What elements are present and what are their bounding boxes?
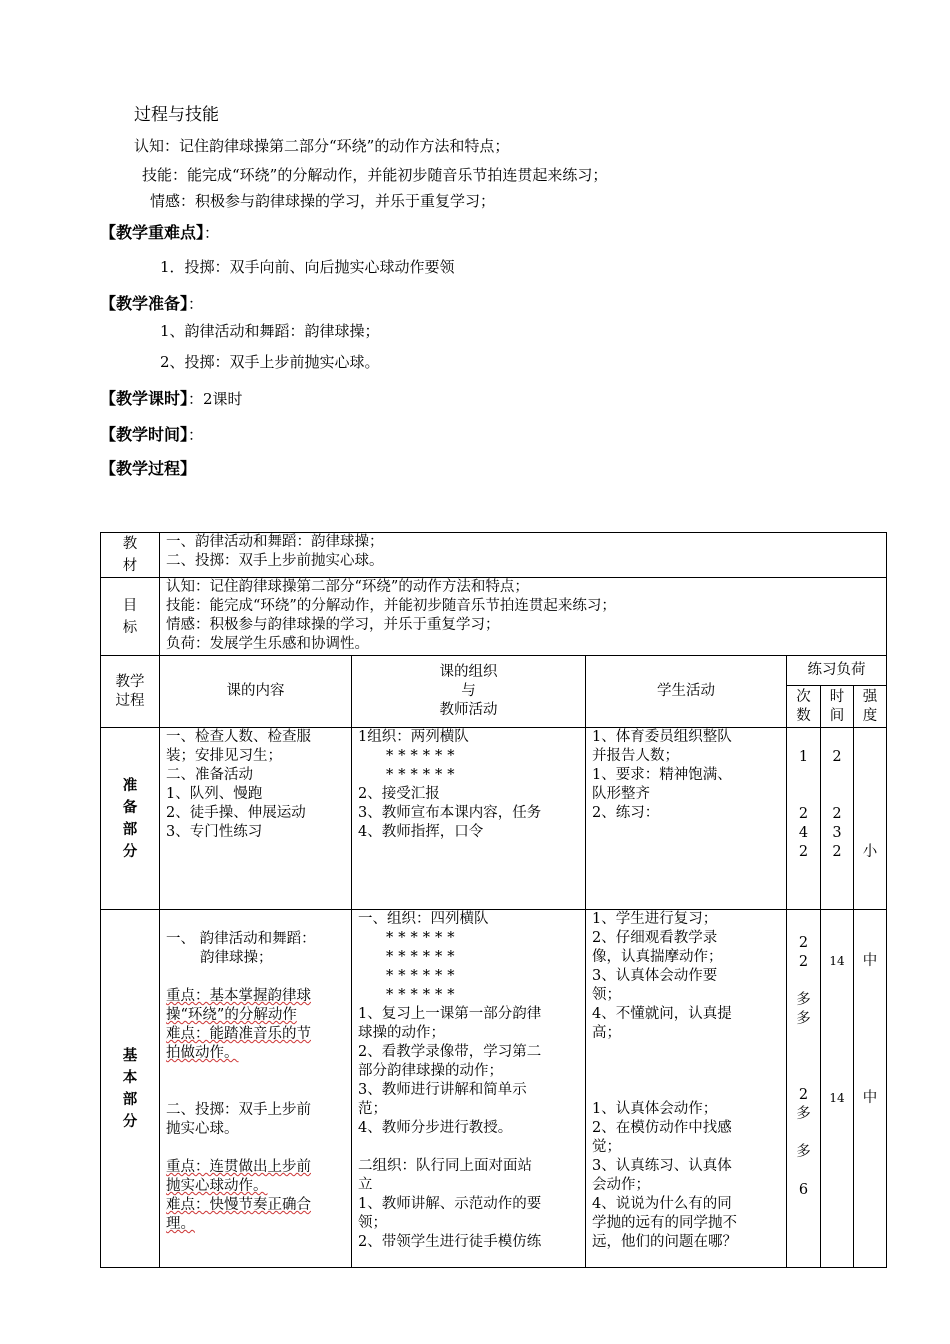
basic-row xyxy=(101,910,887,1268)
prep-intensity: 小 xyxy=(854,728,887,910)
header-load: 练习负荷 xyxy=(787,656,887,686)
goals-row xyxy=(101,578,887,656)
preparation-item-1: 1、韵律活动和舞蹈：韵律球操； xyxy=(160,322,380,340)
basic-organization: 一、组织：四列横队 ****** ****** ****** ****** 1、复习上一课第一部分韵律 球操的动作； 2、看教学录像带，学习第二 部分韵律球操的动作； 3、教师进行讲解和简单示 范； 4、教师分步进行教授。 二组织：队行同上面对面站 立 1、教师讲解、示范动作的要 领； 2、带领学生进行徒手模仿练 xyxy=(352,910,586,1268)
preparation-item-2: 2、投掷：双手上步前抛实心球。 xyxy=(160,353,380,371)
basic-duration: 14 14 xyxy=(821,910,854,1268)
header-content: 课的内容 xyxy=(160,656,352,728)
class-time: 【教学时间】： xyxy=(100,425,204,444)
basic-content: 一、 韵律活动和舞蹈： 韵律球操； 重点：基本掌握韵律球 操“环绕”的分解动作 难点：能踏准音乐的节 拍做动作。 二、投掷：双手上步前 抛实心球。 重点：连贯做出上步前 抛实心球动作。 难点：快慢节奏正确合 理。 xyxy=(160,910,352,1268)
prep-student: 1、体育委员组织整队 并报告人数； 1、要求：精神饱满、 队形整齐 2、练习： xyxy=(586,728,787,910)
section-title: 过程与技能 xyxy=(134,105,219,125)
materials-content: 一、韵律活动和舞蹈：韵律球操； 二、投掷：双手上步前抛实心球。 xyxy=(160,533,887,578)
header-process: 教学过程 xyxy=(101,656,160,728)
basic-student: 1、学生进行复习； 2、仔细观看教学录 像，认真揣摩动作； 3、认真体会动作要 领； 4、不懂就问，认真提 高； 1、认真体会动作； 2、在模仿动作中找感 觉； 3、认真练习、认真体 会动作； 4、说说为什么有的同 学抛的远有的同学抛不 远，他们的问题在哪？ xyxy=(586,910,787,1268)
basic-times: 2 2 多 多 2 多 多 6 xyxy=(787,910,821,1268)
basic-label: 基本部分 xyxy=(101,910,160,1268)
prep-label: 准备部分 xyxy=(101,728,160,910)
header-intensity: 强度 xyxy=(854,686,887,728)
goal-cognition: 认知：记住韵律球操第二部分“环绕”的动作方法和特点； xyxy=(134,137,510,155)
class-hours: 【教学课时】：2课时 xyxy=(100,389,243,408)
basic-intensity: 中 中 xyxy=(854,910,887,1268)
preparation-heading: 【教学准备】： xyxy=(100,294,204,313)
goals-content: 认知：记住韵律球操第二部分“环绕”的动作方法和特点； 技能：能完成“环绕”的分解动作，并能初步随音乐节拍连贯起来练习； 情感：积极参与韵律球操的学习，并乐于重复学习； 负荷：发展学生乐感和协调性。 xyxy=(160,578,887,656)
prep-organization: 1组织：两列横队 ****** ****** 2、接受汇报 3、教师宣布本课内容，任务 4、教师指挥，口令 xyxy=(352,728,586,910)
prep-row xyxy=(101,728,887,910)
header-row xyxy=(101,656,887,686)
goal-skill: 技能：能完成“环绕”的分解动作，并能初步随音乐节拍连贯起来练习； xyxy=(142,166,608,184)
key-point-item: 1．投掷：双手向前、向后抛实心球动作要领 xyxy=(160,258,455,276)
header-organization: 课的组织 与 教师活动 xyxy=(352,656,586,728)
header-times: 次数 xyxy=(787,686,821,728)
key-points-heading: 【教学重难点】： xyxy=(100,223,220,242)
process-heading: 【教学过程】 xyxy=(100,459,197,478)
goals-label: 目标 xyxy=(101,578,160,656)
prep-times: 1 2 4 2 xyxy=(787,728,821,910)
goal-emotion: 情感：积极参与韵律球操的学习，并乐于重复学习； xyxy=(150,192,496,210)
prep-duration: 2 2 3 2 xyxy=(821,728,854,910)
lesson-plan-table xyxy=(100,532,887,1268)
header-student: 学生活动 xyxy=(586,656,787,728)
prep-content: 一、检查人数、检查服 装；安排见习生； 二、准备活动 1、队列、慢跑 2、徒手操、伸展运动 3、专门性练习 xyxy=(160,728,352,910)
header-duration: 时间 xyxy=(821,686,854,728)
materials-row xyxy=(101,533,887,578)
materials-label: 教材 xyxy=(101,533,160,578)
